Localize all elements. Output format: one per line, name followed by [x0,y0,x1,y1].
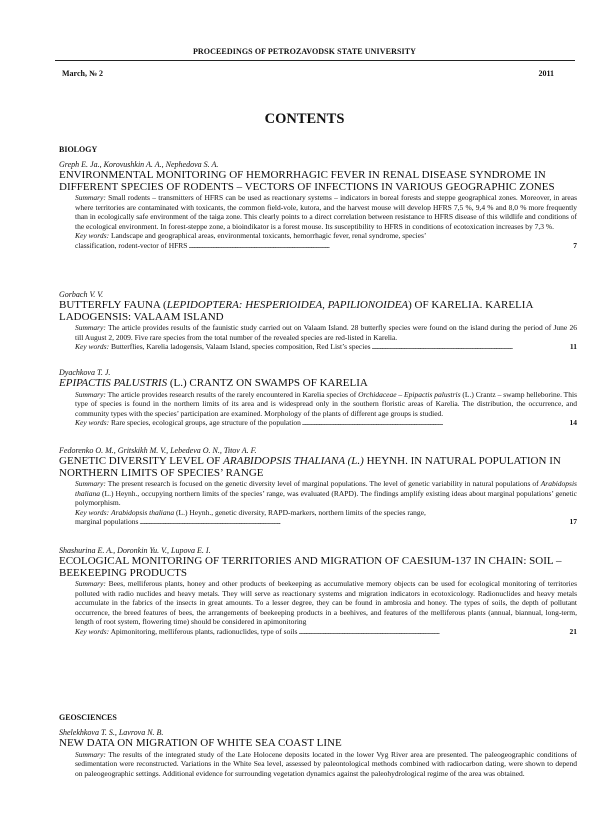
summary-text: (L.) Crantz – swamp helleborine. This type of species is found in the northern limits of its area and is widespread only in the southern floristic areas of Karelia. The distribution, the occurrence, and community types with the species’ participation are examined. Morphology of the plants of different age groups is studied. [75,389,578,418]
keywords-tail: classification, rodent-vector of HFRS [75,240,188,250]
entry-title[interactable]: NEW DATA ON MIGRATION OF WHITE SEA COAST LINE [59,737,342,749]
entry-keywords [59,508,577,518]
toc-entry[interactable] [59,290,577,352]
entry-title[interactable]: ENVIRONMENTAL MONITORING OF HEMORRHAGIC FEVER IN RENAL DISEASE SYNDROME IN DIFFERENT SPECIES OF RODENTS – VECTORS OF INFECTIONS IN VARIOUS GEOGRAPHIC ZONES [59,169,555,193]
title-species: LEPIDOPTERA: HESPERIOIDEA, PAPILIONOIDEA [166,299,409,311]
keywords-leader-line [59,517,577,527]
page-number[interactable]: 17 [569,517,577,527]
entry-summary [59,390,577,419]
entry-summary [59,750,577,779]
section-heading-geosciences: GEOSCIENCES [59,713,117,722]
toc-entry[interactable] [59,546,577,637]
contents-heading: CONTENTS [264,111,345,127]
keywords-tail: Butterflies, Karelia ladogensis, Valaam Island, species composition, Red List’s species [110,342,371,352]
issue-label: March, № 2 [62,69,103,78]
summary-label: Summary: [75,323,106,332]
dot-leader [139,517,568,527]
entry-title[interactable] [59,456,577,479]
keywords-leader-line [59,342,577,352]
dot-leader [298,627,568,637]
summary-text: The article provides results of the faunistic study carried out on Valaam Island. 28 butterfly species were found on the island during the period of June 26 till August 2, 2009. Five rare species from the total number of the revealed species are red-listed in Karelia. [75,323,577,342]
keywords-leader-line [59,241,577,251]
entry-summary [59,479,577,508]
entry-authors: Greph E. Ja., Korovushkin A. A., Nephedova S. A. [59,160,219,169]
toc-entry[interactable] [59,446,577,527]
summary-label: Summary: [75,749,106,759]
summary-label: Summary: [75,389,106,399]
dot-leader [372,342,569,352]
keywords-tail: Rare species, ecological groups, age structure of the population [110,418,301,428]
summary-text: The results of the integrated study of the Late Holocene deposits located in the lower Vyg River area are presented. The paleogeographic conditions of sedimentation were reconstructed. Variations in the White Sea level, assessed by paleontological methods combined with radiocarbon dating, were shown to depend on paleogeographic settings. Additional evidence for surrounding vegetation dynamics against the paleohydrological regime of the area was obtained. [75,749,577,778]
keywords-label: Key words: [75,626,110,636]
keywords-text [75,627,297,637]
year-label: 2011 [538,69,554,78]
summary-label: Summary: [75,193,106,202]
summary-text: The article provides research results of the rarely encountered in Karelia species of [107,389,359,399]
summary-text: The present research is focused on the genetic diversity level of marginal populations. The level of genetic variability in natural populations of [107,479,541,488]
entry-title[interactable] [59,378,577,390]
journal-title: PROCEEDINGS OF PETROZAVODSK STATE UNIVERSITY [192,47,417,56]
keywords-leader-line [59,418,577,428]
title-part: HEYNH. IN NATURAL POPULATION IN NORTHERN LIMITS OF SPECIES’ RANGE [59,455,561,479]
entry-authors: Gorbach V. V. [59,290,104,299]
keywords-label: Key words: [75,342,110,352]
section-heading-biology: BIOLOGY [59,145,98,154]
title-part: BUTTERFLY FAUNA ( [59,299,167,311]
title-part: ) OF KARELIA. KARELIA LADOGENSIS: VALAAM ISLAND [59,299,533,323]
keywords-label: Key words: [75,418,110,428]
page-number[interactable]: 21 [569,626,577,636]
entry-authors: Dyachkova T. J. [59,368,111,377]
entry-title[interactable]: ECOLOGICAL MONITORING OF TERRITORIES AND MIGRATION OF CAESIUM-137 IN CHAIN: SOIL – BEEKEEPING PRODUCTS [59,555,562,579]
toc-entry[interactable] [59,160,577,251]
summary-species: Orchidaceae – Epipactis palustris [358,389,461,399]
page-number[interactable]: 11 [569,342,577,352]
keywords-tail: Apimonitoring, melliferous plants, radionuclides, type of soils [110,626,298,636]
toc-entry[interactable] [59,728,577,778]
summary-text: (L.) Heynh., occupying northern limits of the species’ range, was evaluated (RAPD). The findings amplify existing ideas about marginal populations’ genetic polymorphism. [75,488,577,508]
keywords-text: (L.) Heynh., genetic diversity, RAPD-markers, northern limits of the species range, [174,507,426,517]
entry-authors: Shashurina E. A., Doronkin Yu. V., Lupova E. I. [59,546,211,555]
entry-summary [59,193,577,231]
summary-text: Bees, melliferous plants, honey and other products of beekeeping as accumulative memory objects can be used for ecological monitoring of territories polluted with radio nuclides and heavy metals. They will serve as reactionary systems and migration indicators in ecotoxicology. Radionuclides and heavy metals accumulate in the fabrics of the insects in great amounts. To a lesser degree, they can be found in ambrosia and honey. The types of soils, the depth of pollutant occurrence, the breed features of bees, the arrangements of beekeeping products in a beehives, and features of the melliferous plants (annual, biannual, long-term, length of root system, flowering time) should be considered in apimonitoring [75,579,577,627]
entry-keywords [59,231,577,241]
header-rule [55,60,575,61]
summary-text: Small rodents – transmitters of HFRS can be used as reactionary systems – indicators in boreal forests and steppe geographical zones. Moreover, in areas where territories are contaminated with toxicants, the common field-vole, kutora, and the harvest mouse will develop HFRS 7,5 %, 9,4 % and 8,0 % more frequently than in ecologically safe environment of the taiga zone. This clearly points to a direct correlation between resistance to HFRS disease of this wildlife and conditions of the ecological environment. In forest-steppe zone, a bioindikator is a forest mouse. Its susceptibility to HFRS in conditions of ecotoxication increases by 7,3 %. [75,193,577,231]
dot-leader [188,241,572,251]
title-species: ARABIDOPSIS THALIANA (L.) [223,455,364,467]
keywords-text [75,418,301,428]
page-number[interactable]: 7 [573,240,577,250]
entry-summary [59,323,577,342]
keywords-text [75,342,371,352]
summary-label: Summary: [75,479,106,488]
keywords-text: Landscape and geographical areas, environmental toxicants, hemorrhagic fever, renal syndrome, species’ [110,231,427,241]
keywords-label: Key words: [75,231,110,241]
entry-title[interactable] [59,300,577,323]
keywords-leader-line [59,627,577,637]
page-number[interactable]: 14 [569,418,577,428]
dot-leader [302,418,569,428]
title-part: (L.) CRANTZ ON SWAMPS OF KARELIA [167,377,368,389]
keywords-label: Key words: [75,507,110,517]
toc-entry[interactable] [59,368,577,428]
keywords-tail: marginal populations [75,517,139,527]
summary-label: Summary: [75,579,106,588]
entry-authors: Shelekhkova T. S., Lavrova N. B. [59,728,164,737]
title-part: GENETIC DIVERSITY LEVEL OF [59,455,224,467]
entry-summary [59,579,577,627]
keywords-species: Arabidopsis thaliana [110,507,175,517]
summary-species: Arabidopsis thaliana [75,479,577,498]
title-species: EPIPACTIS PALUSTRIS [59,377,168,389]
entry-authors: Fedorenko O. M., Gritskikh M. V., Lebedeva O. N., Titov A. F. [59,446,257,455]
